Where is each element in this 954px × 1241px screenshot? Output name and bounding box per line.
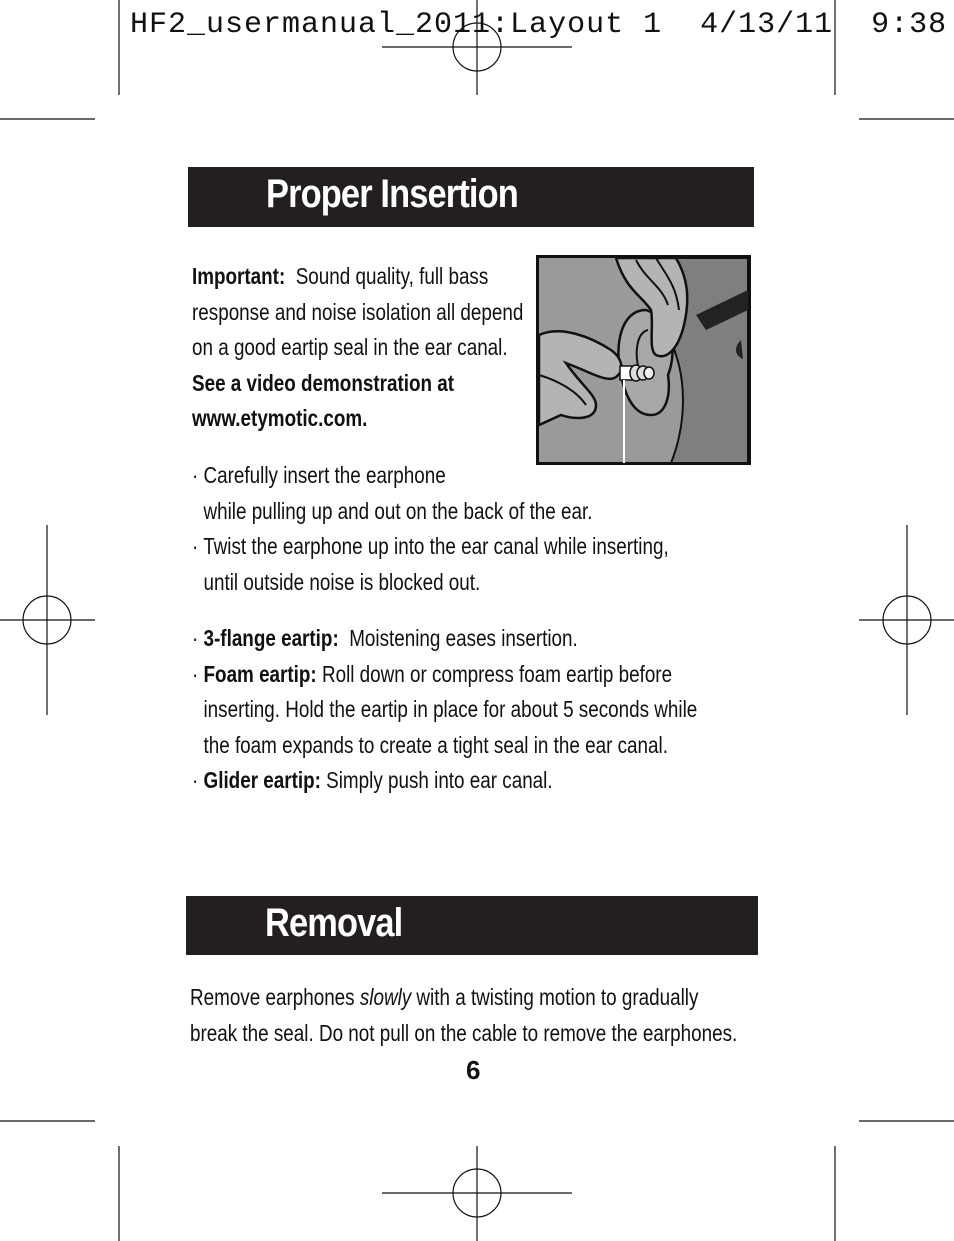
important-line-2: response and noise isolation all depend	[192, 298, 524, 325]
insertion-banner	[188, 167, 754, 227]
removal-text-pre: Remove earphones	[190, 984, 360, 1010]
flange-label: 3-flange eartip:	[203, 625, 339, 651]
removal-banner	[186, 896, 758, 955]
important-text: Sound quality, full bass	[295, 263, 489, 289]
bullet: ·	[192, 660, 199, 687]
bullet: ·	[192, 462, 199, 488]
bullet: ·	[192, 767, 199, 793]
bullet-1-line-1: Carefully insert the earphone	[203, 462, 446, 488]
important-paragraph	[192, 259, 523, 437]
glider-label: Glider eartip:	[203, 767, 321, 793]
insertion-bullets	[192, 458, 669, 600]
foam-text-3: the foam expands to create a tight seal in the ear canal.	[203, 731, 668, 758]
video-link[interactable]: www.etymotic.com.	[192, 405, 368, 431]
page-number: 6	[466, 1055, 481, 1085]
removal-text-2: break the seal. Do not pull on the cable to remove the earphones.	[190, 1019, 738, 1046]
flange-text: Moistening eases insertion.	[349, 625, 578, 651]
removal-title: Removal	[265, 901, 403, 945]
ear-insertion-illustration	[536, 255, 751, 465]
bullet-2-line-1: Twist the earphone up into the ear canal while inserting,	[203, 533, 669, 559]
removal-text-post: with a twisting motion to gradually	[411, 984, 699, 1010]
video-line-1: See a video demonstration at	[192, 369, 455, 396]
foam-text-2: inserting. Hold the eartip in place for about 5 seconds while	[203, 696, 698, 722]
bullet-2-line-2: until outside noise is blocked out.	[203, 568, 481, 595]
important-line-3: on a good eartip seal in the ear canal.	[192, 334, 508, 360]
removal-paragraph	[190, 980, 737, 1051]
foam-label: Foam eartip:	[203, 660, 317, 687]
important-label: Important:	[192, 263, 286, 289]
insertion-title: Proper Insertion	[266, 172, 518, 216]
foam-text-1: Roll down or compress foam eartip before	[321, 660, 673, 687]
bullet-1-line-2: while pulling up and out on the back of the ear.	[203, 497, 593, 524]
eartip-bullets	[192, 621, 697, 799]
glider-text: Simply push into ear canal.	[326, 767, 553, 793]
bullet: ·	[192, 625, 199, 651]
removal-text-em: slowly	[359, 984, 412, 1010]
bullet: ·	[192, 533, 199, 559]
print-slug: HF2_usermanual_2011:Layout 1 4/13/11 9:38	[130, 8, 948, 42]
